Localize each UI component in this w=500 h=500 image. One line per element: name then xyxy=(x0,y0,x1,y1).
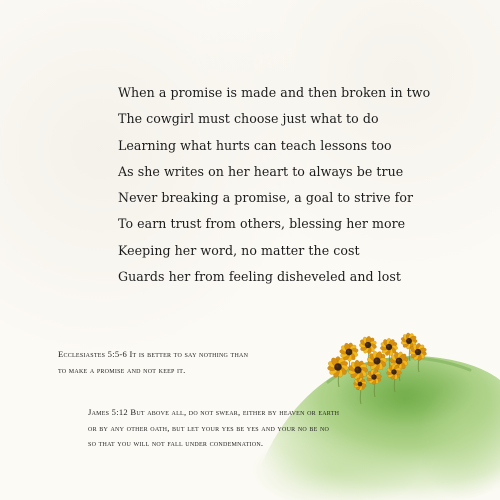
ecclesiastes-verse xyxy=(58,347,248,378)
verse-line: James 5:12 But above all, do not swear, either by heaven or earth xyxy=(88,407,340,417)
verse-line: so that you will not fall under condemnation. xyxy=(88,438,264,448)
verse-line: or by any other oath, but let your yes be yes and your no be no xyxy=(88,422,330,433)
poem-line: Never breaking a promise, a goal to strive for xyxy=(118,190,414,206)
poem-line: Keeping her word, no matter the cost xyxy=(118,242,360,258)
poem-line: The cowgirl must choose just what to do xyxy=(118,111,379,127)
poem-stanza xyxy=(118,80,431,290)
poem-line: As she writes on her heart to always be true xyxy=(118,163,404,179)
poem-line: Guards her from feeling disheveled and lost xyxy=(118,269,402,285)
poem-line: Learning what hurts can teach lessons too xyxy=(118,137,392,153)
verse-line: to make a promise and not keep it. xyxy=(58,364,186,375)
poem-line: To earn trust from others, blessing her more xyxy=(118,216,406,232)
verse-line: Ecclesiastes 5:5-6 It is better to say nothing than xyxy=(58,349,249,359)
poem-line: When a promise is made and then broken in two xyxy=(118,85,431,100)
james-verse xyxy=(88,405,339,452)
